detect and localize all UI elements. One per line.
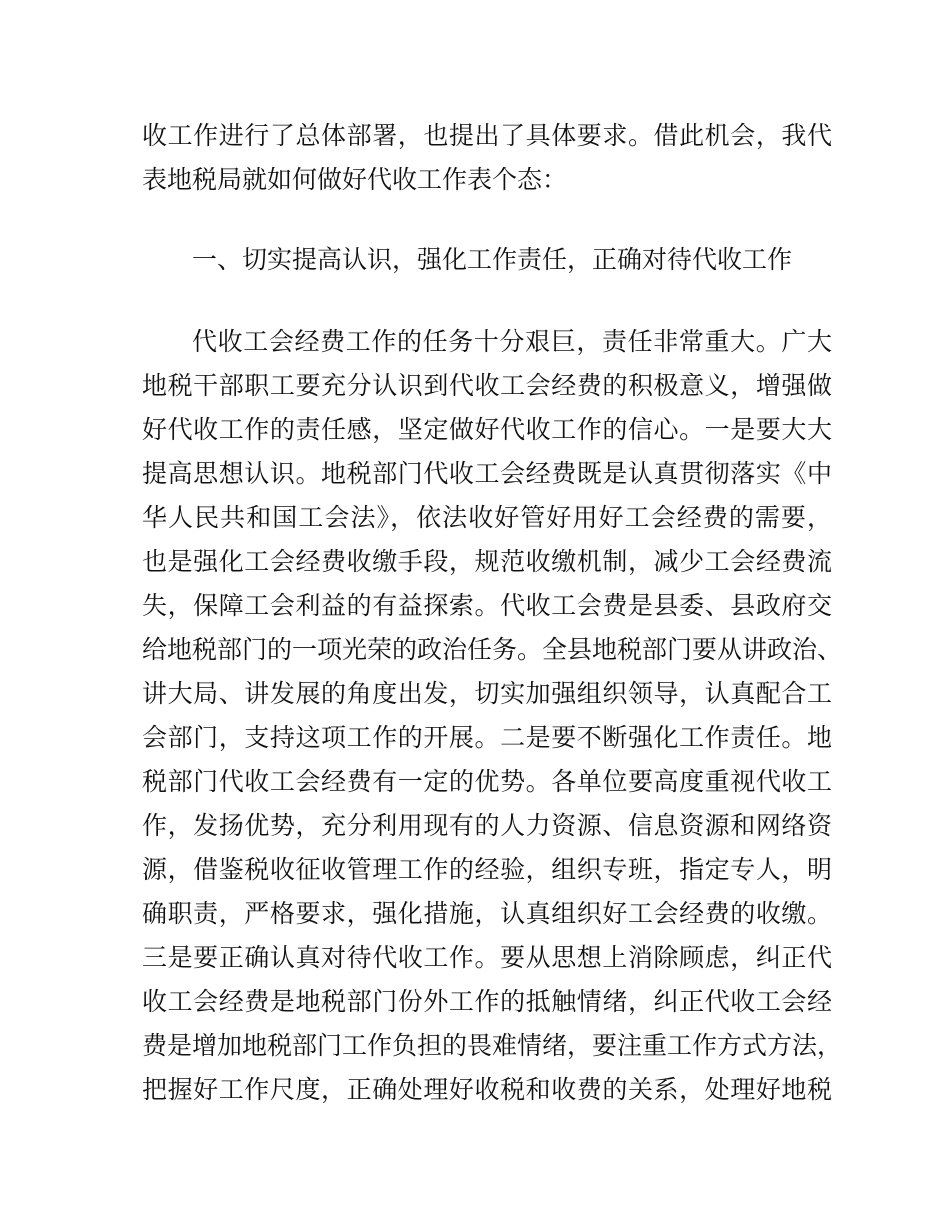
paragraph-line-3: 好代收工作的责任感，坚定做好代收工作的信心。一是要大大 [142,415,832,444]
paragraph-line-15: 三是要正确认真对待代收工作。要从思想上消除顾虑，纠正代 [142,943,832,972]
section-heading: 一、切实提高认识，强化工作责任，正确对待代收工作 [192,245,793,274]
paragraph-line-2: 地税干部职工要充分认识到代收工会经费的积极意义，增强做 [142,371,832,400]
paragraph-line-16: 收工会经费是地税部门份外工作的抵触情绪，纠正代收工会经 [142,987,832,1016]
intro-line-1: 收工作进行了总体部署，也提出了具体要求。借此机会，我代 [142,121,832,150]
intro-line-2: 表地税局就如何做好代收工作表个态： [142,165,568,194]
paragraph-line-7: 失，保障工会利益的有益探索。代收工会费是县委、县政府交 [142,591,832,620]
paragraph-line-1: 代收工会经费工作的任务十分艰巨，责任非常重大。广大 [192,327,832,356]
paragraph-line-9: 讲大局、讲发展的角度出发，切实加强组织领导，认真配合工 [142,679,832,708]
paragraph-line-6: 也是强化工会经费收缴手段，规范收缴机制，减少工会经费流 [142,547,832,576]
paragraph-line-4: 提高思想认识。地税部门代收工会经费既是认真贯彻落实《中 [142,459,832,488]
paragraph-line-12: 作，发扬优势，充分利用现有的人力资源、信息资源和网络资 [142,811,832,840]
document-body [142,114,843,1112]
paragraph-line-5: 华人民共和国工会法》，依法收好管好用好工会经费的需要， [142,503,832,532]
paragraph-line-10: 会部门，支持这项工作的开展。二是要不断强化工作责任。地 [142,723,832,752]
paragraph-line-11: 税部门代收工会经费有一定的优势。各单位要高度重视代收工 [142,767,832,796]
paragraph-line-14: 确职责，严格要求，强化措施，认真组织好工会经费的收缴。 [142,899,832,928]
paragraph-line-13: 源，借鉴税收征收管理工作的经验，组织专班，指定专人，明 [142,855,832,884]
paragraph-line-18: 把握好工作尺度，正确处理好收税和收费的关系，处理好地税 [142,1075,832,1104]
paragraph-line-17: 费是增加地税部门工作负担的畏难情绪，要注重工作方式方法， [142,1031,843,1060]
paragraph-line-8: 给地税部门的一项光荣的政治任务。全县地税部门要从讲政治、 [142,635,843,664]
